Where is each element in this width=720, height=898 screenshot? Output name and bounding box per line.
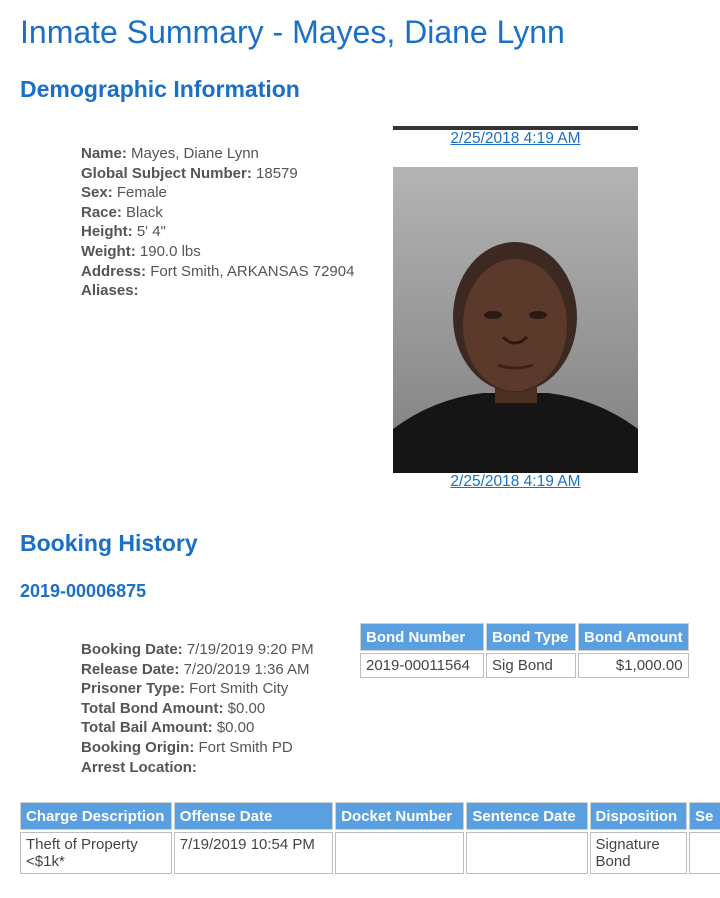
field-aliases: [81, 281, 354, 301]
field-prisoner-type: [81, 679, 314, 699]
field-label: Address:: [81, 262, 147, 280]
field-total-bond-amount: [81, 699, 314, 719]
column-header-bond-number[interactable]: Bond Number: [360, 623, 484, 651]
cell-offense-date: 7/19/2019 10:54 PM: [174, 832, 333, 874]
cell-sentence: [689, 832, 720, 874]
field-value: $0.00: [227, 699, 266, 717]
field-value: Fort Smith, ARKANSAS 72904: [150, 262, 355, 280]
charges-table-container[interactable]: [18, 800, 720, 890]
field-label: Aliases:: [81, 282, 139, 300]
table-row: [360, 653, 689, 678]
field-label: Name:: [81, 145, 127, 162]
mugshot-photo[interactable]: [393, 167, 638, 473]
field-race: [81, 203, 354, 223]
photo-date-link-bottom[interactable]: 2/25/2018 4:19 AM: [450, 473, 581, 490]
cell-disposition: Signature Bond: [590, 832, 687, 874]
bond-table-header-row: [360, 623, 689, 651]
field-value: 5' 4": [136, 223, 166, 241]
cell-bond-amount: $1,000.00: [578, 653, 689, 678]
field-label: Total Bail Amount:: [81, 719, 213, 737]
cell-docket-number: [335, 832, 464, 874]
field-height: [81, 222, 354, 242]
column-header-disposition[interactable]: Disposition: [590, 802, 687, 830]
field-label: Height:: [81, 223, 133, 241]
field-label: Global Subject Number:: [81, 164, 252, 182]
field-label: Release Date:: [81, 660, 180, 678]
photo-date-link-top[interactable]: 2/25/2018 4:19 AM: [450, 130, 581, 147]
field-booking-date: [81, 640, 314, 660]
field-weight: [81, 242, 354, 262]
cell-sentence-date: [466, 832, 587, 874]
column-header-charge-description[interactable]: Charge Description: [20, 802, 172, 830]
column-header-bond-type[interactable]: Bond Type: [486, 623, 576, 651]
booking-fields: [81, 640, 314, 777]
charges-table: [18, 800, 720, 876]
field-label: Booking Date:: [81, 641, 183, 658]
field-name: [81, 144, 354, 164]
field-value: 7/19/2019 9:20 PM: [186, 641, 314, 658]
field-value: Fort Smith City: [189, 680, 289, 698]
booking-history-heading: Booking History: [20, 530, 198, 556]
field-value: Mayes, Diane Lynn: [131, 145, 259, 162]
cell-charge-description: Theft of Property <$1k*: [20, 832, 172, 874]
bond-table: [358, 621, 691, 680]
charges-table-header-row: [20, 802, 720, 830]
column-header-offense-date[interactable]: Offense Date: [174, 802, 333, 830]
field-total-bail-amount: [81, 718, 314, 738]
field-arrest-location: [81, 758, 314, 778]
cell-bond-number: 2019-00011564: [360, 653, 484, 678]
column-header-sentence[interactable]: Se: [689, 802, 720, 830]
field-label: Sex:: [81, 184, 113, 202]
field-value: $0.00: [216, 719, 255, 737]
field-release-date: [81, 660, 314, 680]
page-title: Inmate Summary - Mayes, Diane Lynn: [20, 14, 565, 50]
cell-bond-type: Sig Bond: [486, 653, 576, 678]
booking-number: 2019-00006875: [20, 581, 147, 601]
field-value: Fort Smith PD: [198, 738, 293, 756]
field-label: Arrest Location:: [81, 758, 197, 776]
column-header-bond-amount[interactable]: Bond Amount: [578, 623, 689, 651]
field-label: Prisoner Type:: [81, 680, 185, 698]
field-address: [81, 262, 354, 282]
column-header-sentence-date[interactable]: Sentence Date: [466, 802, 587, 830]
field-label: Weight:: [81, 242, 136, 260]
field-value: 7/20/2019 1:36 AM: [183, 660, 310, 678]
demographics-fields: [81, 144, 354, 301]
field-sex: [81, 183, 354, 203]
column-header-docket-number[interactable]: Docket Number: [335, 802, 464, 830]
field-value: 190.0 lbs: [139, 242, 201, 260]
field-global-subject-number: [81, 164, 354, 184]
field-booking-origin: [81, 738, 314, 758]
field-value: Female: [116, 184, 167, 202]
field-label: Total Bond Amount:: [81, 699, 224, 717]
table-row: [20, 832, 720, 874]
field-label: Booking Origin:: [81, 738, 195, 756]
demographics-heading: Demographic Information: [20, 76, 300, 102]
field-value: Black: [126, 203, 163, 221]
field-value: 18579: [256, 164, 298, 182]
field-label: Race:: [81, 203, 122, 221]
person-photo-icon: [393, 167, 638, 473]
